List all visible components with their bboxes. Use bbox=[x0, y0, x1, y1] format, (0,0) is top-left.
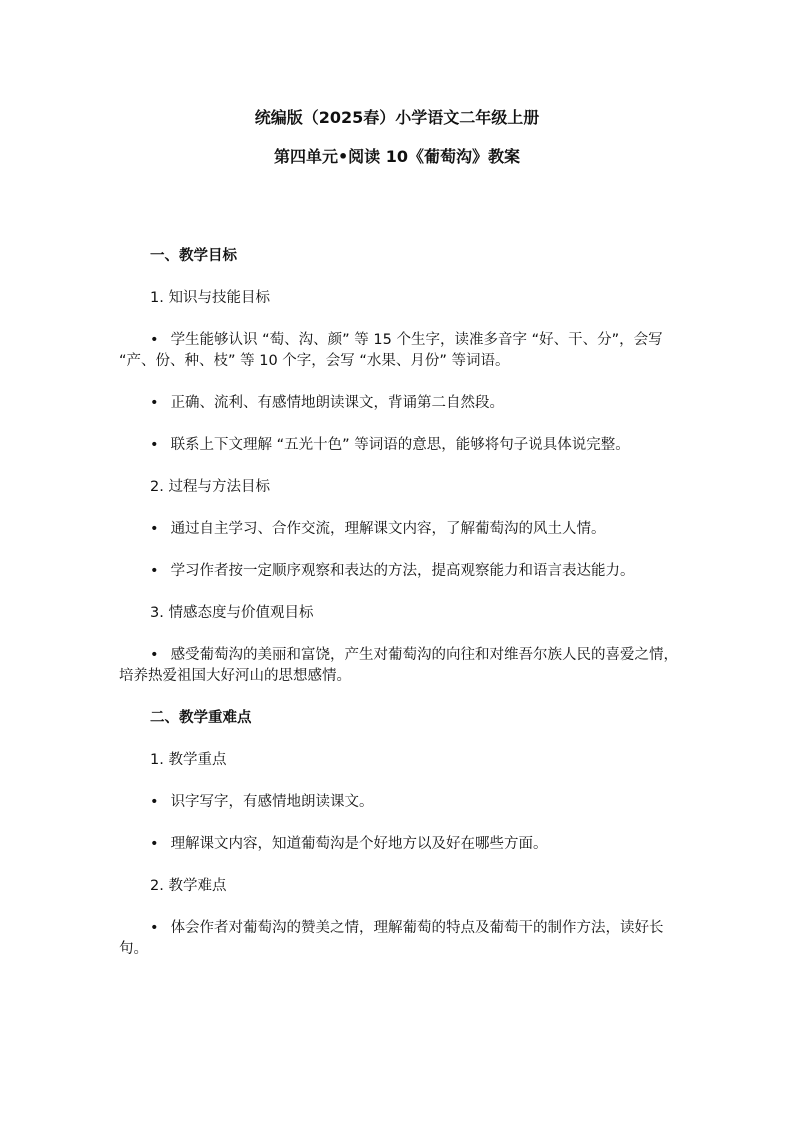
list-item bbox=[119, 393, 679, 414]
list-item bbox=[119, 792, 679, 813]
bullet-text: 学习作者按一定顺序观察和表达的方法，提高观察能力和语言表达能力。 bbox=[170, 563, 635, 579]
bullet-icon: • bbox=[150, 395, 159, 411]
document-subtitle: 第四单元•阅读 10《葡萄沟》教案 bbox=[273, 147, 521, 166]
bullet-text: 体会作者对葡萄沟的赞美之情，理解葡萄的特点及葡萄干的制作方法，读好长句。 bbox=[119, 920, 664, 957]
subsection-teaching-focus: 1. 教学重点 bbox=[150, 752, 227, 768]
bullet-icon: • bbox=[150, 437, 159, 453]
bullet-icon: • bbox=[150, 647, 159, 663]
subsection-process-methods: 2. 过程与方法目标 bbox=[150, 479, 270, 495]
bullet-text: 正确、流利、有感情地朗读课文，背诵第二自然段。 bbox=[170, 395, 505, 411]
bullet-icon: • bbox=[150, 836, 159, 852]
subsection-emotion-values: 3. 情感态度与价值观目标 bbox=[150, 605, 314, 621]
list-item bbox=[119, 330, 679, 372]
list-item bbox=[119, 435, 679, 456]
list-item bbox=[119, 561, 679, 582]
bullet-text: 学生能够认识 “萄、沟、颜” 等 15 个生字，读准多音字 “好、干、分”，会写 “产、份、种、枝” 等 10 个字，会写 “水果、月份” 等词语。 bbox=[119, 332, 663, 369]
bullet-text: 感受葡萄沟的美丽和富饶，产生对葡萄沟的向往和对维吾尔族人民的喜爱之情，培养热爱祖国大好河山的思想感情。 bbox=[119, 647, 679, 684]
document-body bbox=[119, 246, 679, 981]
bullet-text: 识字写字，有感情地朗读课文。 bbox=[170, 794, 374, 810]
bullet-icon: • bbox=[150, 920, 159, 936]
bullet-text: 联系上下文理解 “五光十色” 等词语的意思，能够将句子说具体说完整。 bbox=[170, 437, 630, 453]
list-item bbox=[119, 519, 679, 540]
bullet-text: 通过自主学习、合作交流，理解课文内容，了解葡萄沟的风土人情。 bbox=[170, 521, 606, 537]
section-heading-objectives: 一、教学目标 bbox=[150, 248, 237, 264]
bullet-text: 理解课文内容，知道葡萄沟是个好地方以及好在哪些方面。 bbox=[170, 836, 548, 852]
list-item bbox=[119, 645, 679, 687]
bullet-icon: • bbox=[150, 563, 159, 579]
bullet-icon: • bbox=[150, 794, 159, 810]
document-title: 统编版（2025春）小学语文二年级上册 bbox=[254, 108, 540, 127]
bullet-icon: • bbox=[150, 332, 159, 348]
subsection-knowledge-skills: 1. 知识与技能目标 bbox=[150, 290, 270, 306]
section-heading-key-points: 二、教学重难点 bbox=[150, 710, 252, 726]
list-item bbox=[119, 918, 679, 960]
list-item bbox=[119, 834, 679, 855]
subsection-teaching-difficulty: 2. 教学难点 bbox=[150, 878, 227, 894]
bullet-icon: • bbox=[150, 521, 159, 537]
